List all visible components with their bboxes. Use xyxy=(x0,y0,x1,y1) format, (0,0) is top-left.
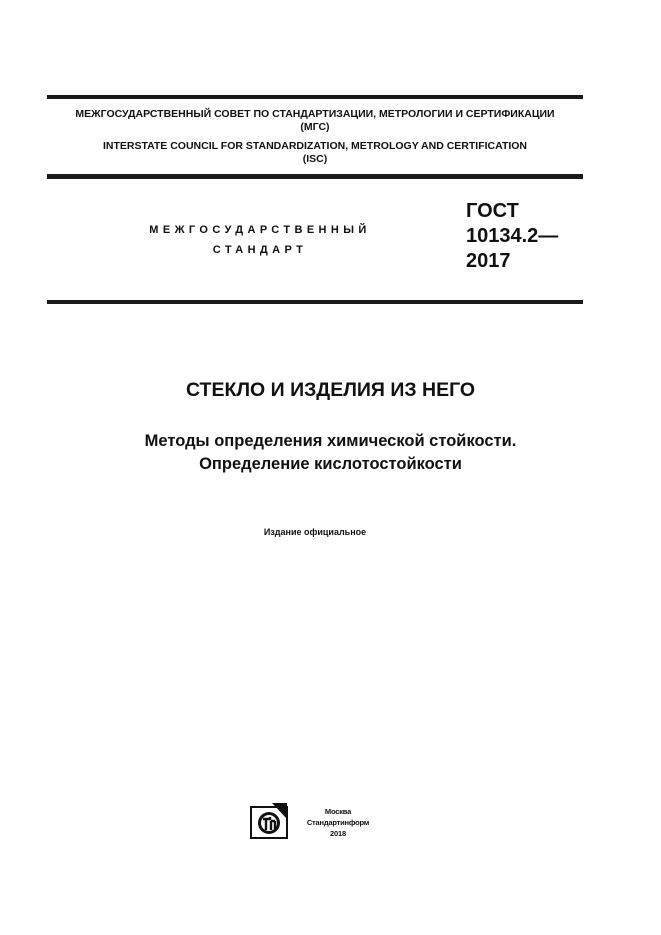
publisher-year: 2018 xyxy=(330,829,346,838)
document-title: СТЕКЛО И ИЗДЕЛИЯ ИЗ НЕГО xyxy=(185,379,476,401)
subtitle-line1: Методы определения химической стойкости. xyxy=(144,432,517,450)
subtitle-line2: Определение кислотостойкости xyxy=(199,455,462,473)
publisher-name: Стандартинформ xyxy=(306,818,370,827)
standard-designation xyxy=(466,199,558,274)
bottom-rule xyxy=(47,300,583,304)
publisher-city: Москва xyxy=(324,807,352,816)
edition-note: Издание официальное xyxy=(263,527,367,537)
document-subtitle xyxy=(0,430,661,476)
standartinform-logo-icon xyxy=(250,803,288,839)
top-rule xyxy=(47,95,583,99)
council-name-en xyxy=(47,140,583,166)
standard-label-line2: СТАНДАРТ xyxy=(212,244,308,256)
middle-rule xyxy=(47,174,583,179)
standard-label-line1: МЕЖГОСУДАРСТВЕННЫЙ xyxy=(149,224,371,236)
designation-line3: 2017 xyxy=(466,250,511,272)
designation-line1: ГОСТ xyxy=(466,200,519,222)
council-name-ru xyxy=(47,108,583,134)
council-name-en-line1: INTERSTATE COUNCIL FOR STANDARDIZATION, METROLOGY AND CERTIFICATION xyxy=(102,140,528,152)
council-abbr-en: (ISC) xyxy=(302,153,328,165)
council-abbr-ru: (МГС) xyxy=(300,121,330,133)
publisher-imprint xyxy=(292,806,384,839)
designation-line2: 10134.2— xyxy=(466,225,559,247)
council-name-ru-line1: МЕЖГОСУДАРСТВЕННЫЙ СОВЕТ ПО СТАНДАРТИЗАЦИИ, МЕТРОЛОГИИ И СЕРТИФИКАЦИИ xyxy=(75,108,555,120)
